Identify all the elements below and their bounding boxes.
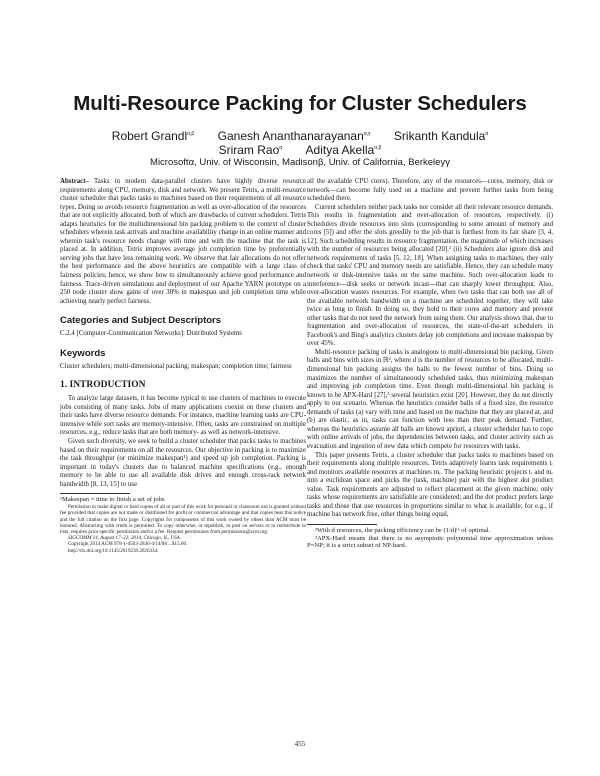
paper-title: Multi-Resource Packing for Cluster Schedulers	[73, 92, 527, 115]
abstract-text: Tasks in modern data-parallel clusters have highly diverse resource requirements along CPU, memory, disk and network. We present Tetris, a multi-resource cluster scheduler that packs tasks to machines based on their requirements of all resource types. Doing so avoids resource fragmentation as well as over-allocation of the resources that are not explicitly allocated, both of which are drawbacks of current schedulers. Tetris adapts heuristics for the multidimensional bin packing problem to the context of cluster schedulers wherein task arrivals and machine availability change in an online manner and wherein task's resource needs change with time and with the machine that the task is placed at. In addition, Tetris improves average job completion time by preferentially serving jobs that have less remaining work. We observe that fair allocations do not offer the best performance and the above heuristics are compatible with a large class of fairness policies; hence, we show how to simultaneously achieve good performance and fairness. Trace-driven simulations and deployment of our Apache YARN prototype on a 250 node cluster show gains of over 30% in makespan and job completion time while achieving nearly perfect fairness.	[60, 178, 306, 305]
footnote-packing-efficiency: ²With d resources, the packing efficiency can be (1/d)ᵗʰ of optimal.	[315, 526, 491, 534]
body-paragraph-current-schedulers: Current schedulers neither pack tasks nor consider all their relevant resource demands. This results in fragmentation and over-allocation of resources, respectively. (i) Schedulers divide resources into slots (corresponding to some amount of memory and cores [5]) and offer the slots greedily to the job that is furthest from its fair share [3, 4, 12]. Such scheduling results in resource fragmentation, the magnitude of which increases with the number of resources being allocated [20].² (ii) Schedulers also ignore disk and network requirements of tasks [5, 12, 18]. When assigning tasks to machines, they only check that tasks' CPU and memory needs are satisfiable. Hence, they can schedule many network or disk-intensive tasks on the same machine. Such over-allocation leads to interference—disk seeks or network incast—that can sharply lower throughput. Also, over-allocation wastes resources. For example, when two tasks that can both use all of the available network bandwidth on a machine are scheduled together, they will take twice as long to finish. In doing so, they hold to their cores and memory and prevent other tasks that do not need the network from using them. Our analysis shows that, due to fragmentation and over-allocation of resources, the state-of-the-art schedulers in Facebook's and Bing's analytics clusters delay job completions and increase makespan by over 45%.	[307, 203, 553, 348]
introduction-heading: 1. INTRODUCTION	[60, 380, 146, 391]
categories-text: C.2.4 [Computer-Communication Networks]: Distributed Systems	[60, 330, 242, 338]
right-column	[307, 178, 553, 550]
author-mark: α	[485, 131, 489, 137]
author-name: Srikanth Kandula$^\alpha$	[393, 129, 489, 143]
author-name: Aditya Akella$^{\alpha,\beta}$	[305, 143, 382, 157]
author-name: Ganesh Ananthanarayanan$^{\alpha,\gamma}$	[217, 129, 371, 143]
page-number: 455	[294, 740, 306, 748]
author-mark: α,β	[374, 145, 382, 151]
copyright-line: Copyright 2014 ACM 978-1-4503-2836-4/14/08 ...$15.00.	[68, 541, 188, 548]
footnote-divider	[307, 524, 377, 525]
body-paragraph-continued: all the available CPU cores). Therefore, any of the resources—cores, memory, disk or network—can become fully used on a machine and prevent further tasks from being scheduled there.	[307, 178, 553, 203]
categories-heading: Categories and Subject Descriptors	[60, 315, 222, 327]
body-paragraph-bin-packing: Multi-resource packing of tasks is analogous to multi-dimensional bin packing. Given balls and bins with sizes in ℝᵈ, where d is the number of resources to be allocated, multi-dimensional bin packing assigns the balls to the fewest number of bins. Doing so maximizes the number of simultaneously scheduled tasks, thus minimizing makespan and improving job completion time. Even though multi-dimensional bin packing is known to be APX-Hard [27],³ several heuristics exist [20]. However, they do not directly apply to our scenario. Whereas the heuristics consider balls of a fixed size, the resource demands of tasks (a) vary with time and based on the machine that they are placed at, and (b) are elastic, as in, tasks can function with less than their peak demand. Further, whereas the heuristics assume all balls are known apriori, a cluster scheduler has to cope with online arrivals of jobs, the dependencies between tasks, and cluster activity such as evacuation and ingestion of new data which compete for resources with tasks.	[307, 348, 553, 450]
abstract	[60, 178, 306, 306]
footnote-makespan: ¹Makespan = time to finish a set of jobs	[60, 496, 165, 504]
left-column	[60, 178, 306, 554]
abstract-label: Abstract–	[60, 178, 89, 185]
body-paragraph-tetris: This paper presents Tetris, a cluster scheduler that packs tasks to machines based on their requirements along multiple resources. Tetris adaptively learns task requirements tᵣ and monitors available resources at machines mᵣ. The packing heuristic projects tᵣ and mᵣ into a euclidean space and picks the (task, machine) pair with the highest dot product value. Task requirements are adjusted to reflect placement at the given machine; only tasks whose requirements are satisfiable are considered; and the dot product prefers large tasks and those that use resources in proportions similar to what is available; for e.g., if machine has network free, other things being equal,	[307, 451, 553, 519]
authors-row-1	[0, 129, 600, 143]
permission-notice: Permission to make digital or hard copies of all or part of this work for personal or classroom use is granted without fee provided that copies are not made or distributed for profit or commercial advantage and that copies bear this notice and the full citation on the first page. Copyrights for components of this work owned by others than ACM must be honored. Abstracting with credit is permitted. To copy otherwise, or republish, to post on servers or to redistribute to lists, requires prior specific permission and/or a fee. Request permissions from permissions@acm.org.	[60, 504, 306, 535]
authors-row-2	[0, 143, 600, 157]
author-mark: α,γ	[363, 131, 371, 137]
keywords-heading: Keywords	[60, 347, 106, 359]
author-name: Sriram Rao$^\alpha$	[218, 143, 283, 157]
footnote-apx-hard: ³APX-Hard means that there is no asymptotic polynomial time approximation unless P=NP; it is a strict subset of NP-hard.	[307, 534, 553, 550]
footnote-divider	[60, 493, 130, 494]
author-mark: α,β	[187, 131, 195, 137]
author-mark: α	[279, 145, 283, 151]
doi-link[interactable]: http://dx.doi.org/10.1145/2619239.2626334.	[68, 547, 159, 554]
intro-paragraph-1: To analyze large datasets, it has become typical to use clusters of machines to execute jobs consisting of many tasks. Jobs of many applications coexist on these clusters and their tasks have diverse resource demands. For instance, machine learning tasks are CPU-intensive while sort tasks are memory-intensive. Often, tasks are constrained on multiple resources, e.g., reduce tasks that are both memory- as well as network-intensive.	[60, 395, 306, 437]
intro-paragraph-2: Given such diversity, we seek to build a cluster scheduler that packs tasks to machines based on their requirements on all the resources. Our objective in packing is to maximize the task throughput (or minimize makespan¹) and speed up job completion. Packing is important in today's clusters due to balanced machine specifications (e.g., enough memory to be able to use all available disk drives and enough cross-rack network bandwidth [8, 13, 15] to use	[60, 438, 306, 488]
keywords-text: Cluster schedulers; multi-dimensional packing; makespan; completion time; fairness	[60, 362, 292, 370]
venue-line: SIGCOMM'14, August 17–22, 2014, Chicago, IL, USA.	[68, 535, 182, 542]
author-name: Robert Grandl$^{\alpha,\beta}$	[111, 129, 195, 143]
affiliations: Microsoftα, Univ. of Wisconsin, Madisonβ, Univ. of California, Berkeleyγ	[150, 157, 450, 168]
